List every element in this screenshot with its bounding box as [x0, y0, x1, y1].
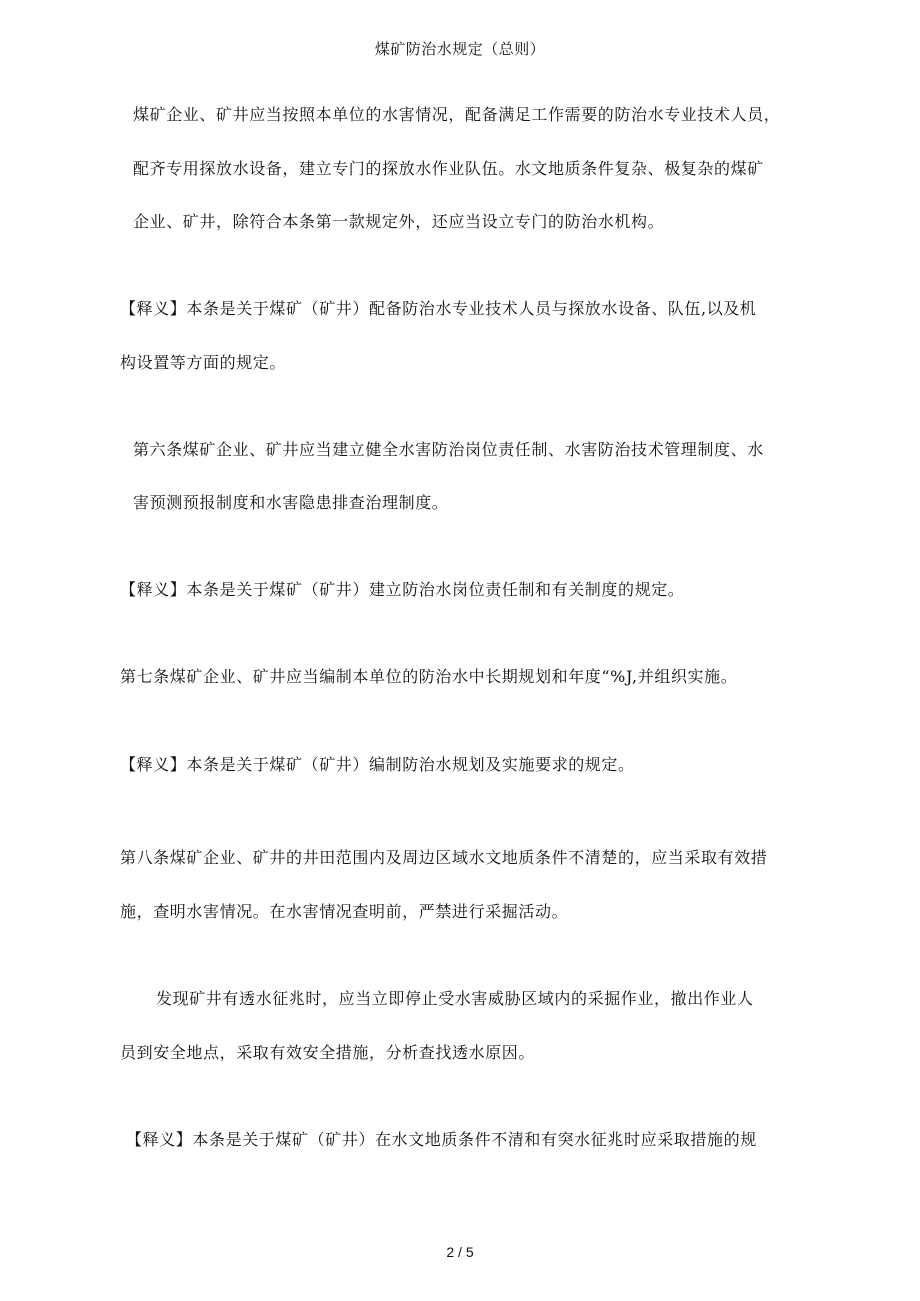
text-line: 第六条煤矿企业、矿井应当建立健全水害防治岗位责任制、水害防治技术管理制度、水	[133, 440, 764, 459]
text-line: 【释义】本条是关于煤矿（矿井）配备防治水专业技术人员与探放水设备、队伍,以及机	[120, 299, 757, 318]
text-line: 煤矿企业、矿井应当按照本单位的水害情况，配备满足工作需要的防治水专业技术人员，	[133, 105, 781, 124]
text-line: 【释义】本条是关于煤矿（矿井）建立防治水岗位责任制和有关制度的规定。	[120, 580, 685, 599]
text-line: 发现矿井有透水征兆时，应当立即停止受水害威胁区域内的采掘作业，撤出作业人	[156, 989, 754, 1008]
text-line: 【释义】本条是关于煤矿（矿井）编制防治水规划及实施要求的规定。	[120, 755, 635, 774]
page-header-title: 煤矿防治水规定（总则）	[374, 40, 546, 58]
text-line: 员到安全地点，采取有效安全措施，分析查找透水原因。	[120, 1043, 536, 1062]
page-number: 2 / 5	[446, 1244, 474, 1260]
text-line: 企业、矿井，除符合本条第一款规定外，还应当设立专门的防治水机构。	[133, 212, 665, 231]
text-line: 第八条煤矿企业、矿井的井田范围内及周边区域水文地质条件不清楚的，应当采取有效措	[120, 848, 768, 867]
text-line: 施，查明水害情况。在水害情况查明前，严禁进行采掘活动。	[120, 902, 569, 921]
text-line: 【释义】本条是关于煤矿（矿井）在水文地质条件不清和有突水征兆时应采取措施的规	[126, 1130, 757, 1149]
text-line: 配齐专用探放水设备，建立专门的探放水作业队伍。水文地质条件复杂、极复杂的煤矿	[133, 159, 764, 178]
text-line: 害预测预报制度和水害隐患排查治理制度。	[133, 493, 449, 512]
text-line: 构设置等方面的规定。	[120, 353, 287, 372]
text-line: 第七条煤矿企业、矿井应当编制本单位的防治水中长期规划和年度“%J,并组织实施。	[120, 667, 738, 686]
